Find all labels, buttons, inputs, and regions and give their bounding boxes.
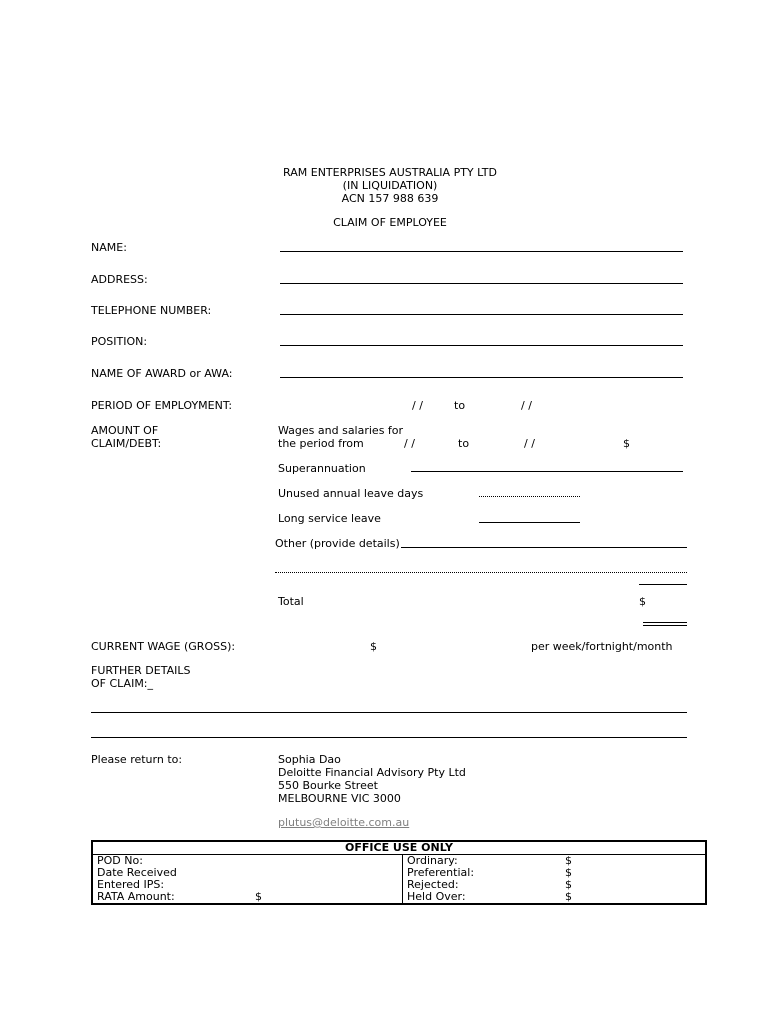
further-details-input-line1[interactable]	[91, 712, 687, 713]
return-email-link[interactable]: plutus@deloitte.com.au	[278, 816, 410, 829]
office-cell-value	[251, 867, 403, 879]
office-cell-label: Rejected:	[403, 879, 562, 891]
form-title: CLAIM OF EMPLOYEE	[333, 216, 447, 229]
office-cell-label: RATA Amount:	[92, 891, 251, 904]
acn-number: ACN 157 988 639	[341, 192, 439, 205]
office-cell-value: $	[561, 867, 706, 879]
further-details-input-line2[interactable]	[91, 737, 687, 738]
wages-dollar: $	[623, 437, 630, 450]
telephone-input-line[interactable]	[280, 314, 683, 315]
liquidation-status: (IN LIQUIDATION)	[342, 179, 438, 192]
other-input-line[interactable]	[401, 547, 687, 548]
period-start-date[interactable]: / /	[412, 399, 423, 412]
table-row	[92, 891, 706, 904]
office-cell-value	[251, 879, 403, 891]
office-cell-label: POD No:	[92, 855, 251, 868]
super-label: Superannuation	[278, 462, 366, 475]
long-service-input-line[interactable]	[479, 522, 580, 523]
office-cell-value: $	[561, 891, 706, 904]
further-details-line1: FURTHER DETAILS	[91, 664, 191, 677]
annual-leave-label: Unused annual leave days	[278, 487, 424, 500]
award-input-line[interactable]	[280, 377, 683, 378]
period-to-label: to	[454, 399, 466, 412]
office-use-table	[91, 840, 707, 905]
name-label: NAME:	[91, 241, 127, 254]
other-label: Other (provide details)	[275, 537, 400, 550]
office-cell-label: Held Over:	[403, 891, 562, 904]
table-row	[92, 879, 706, 891]
return-company: Deloitte Financial Advisory Pty Ltd	[278, 766, 466, 779]
wages-end-date[interactable]: / /	[524, 437, 535, 450]
table-row	[92, 855, 706, 868]
office-cell-value: $	[561, 879, 706, 891]
table-row	[92, 867, 706, 879]
total-line-upper	[643, 622, 687, 623]
return-street: 550 Bourke Street	[278, 779, 378, 792]
total-line-lower	[643, 625, 687, 626]
office-cell-label: Entered IPS:	[92, 879, 251, 891]
position-input-line[interactable]	[280, 345, 683, 346]
total-label: Total	[278, 595, 304, 608]
position-label: POSITION:	[91, 335, 148, 348]
office-cell-label: Preferential:	[403, 867, 562, 879]
office-use-title: OFFICE USE ONLY	[92, 841, 706, 855]
current-wage-dollar: $	[370, 640, 377, 653]
telephone-label: TELEPHONE NUMBER:	[91, 304, 212, 317]
wages-to-label: to	[458, 437, 470, 450]
subtotal-line	[639, 584, 687, 585]
wages-label-line2: the period from	[278, 437, 364, 450]
award-label: NAME OF AWARD or AWA:	[91, 367, 233, 380]
total-dollar: $	[639, 595, 646, 608]
name-input-line[interactable]	[280, 251, 683, 252]
current-wage-label: CURRENT WAGE (GROSS):	[91, 640, 236, 653]
return-city: MELBOURNE VIC 3000	[278, 792, 401, 805]
claim-label-line1: AMOUNT OF	[91, 424, 159, 437]
further-details-line2: OF CLAIM:_	[91, 677, 154, 690]
office-cell-value	[251, 855, 403, 868]
wages-start-date[interactable]: / /	[404, 437, 415, 450]
address-label: ADDRESS:	[91, 273, 148, 286]
address-input-line[interactable]	[280, 283, 683, 284]
wages-label-line1: Wages and salaries for	[278, 424, 404, 437]
office-cell-label: Date Received	[92, 867, 251, 879]
claim-label-line2: CLAIM/DEBT:	[91, 437, 162, 450]
company-name: RAM ENTERPRISES AUSTRALIA PTY LTD	[283, 166, 497, 179]
return-contact-name: Sophia Dao	[278, 753, 341, 766]
period-label: PERIOD OF EMPLOYMENT:	[91, 399, 233, 412]
return-label: Please return to:	[91, 753, 183, 766]
other-details-line[interactable]	[275, 572, 687, 573]
office-cell-label: Ordinary:	[403, 855, 562, 868]
long-service-label: Long service leave	[278, 512, 381, 525]
current-wage-frequency: per week/fortnight/month	[531, 640, 673, 653]
period-end-date[interactable]: / /	[521, 399, 532, 412]
office-cell-value: $	[561, 855, 706, 868]
annual-leave-input-line[interactable]	[479, 496, 580, 497]
super-input-line[interactable]	[411, 471, 683, 472]
office-cell-value: $	[251, 891, 403, 904]
